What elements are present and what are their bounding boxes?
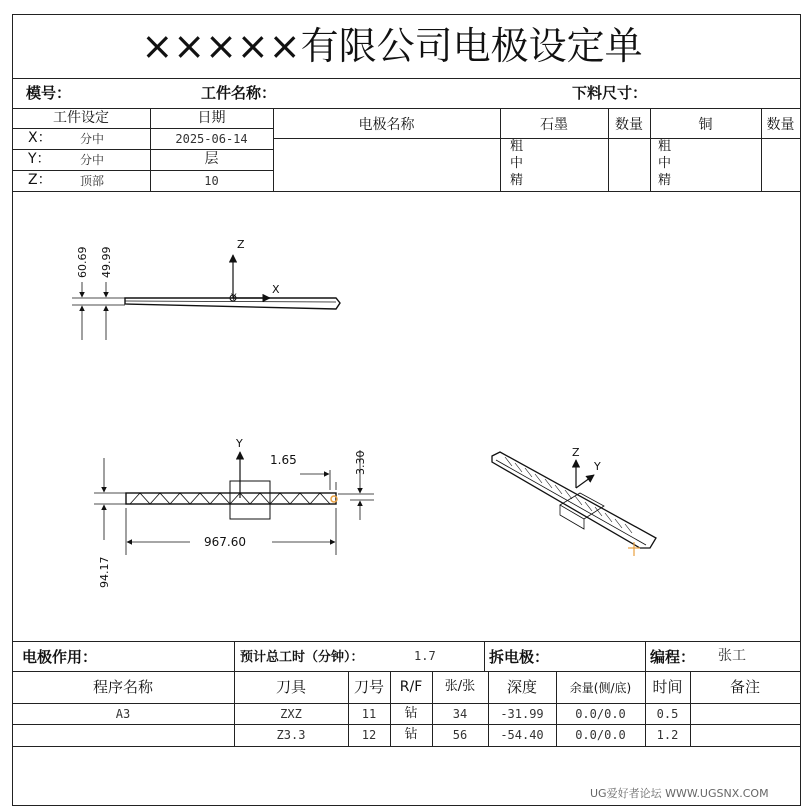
copper-rough: 粗 xyxy=(658,139,672,154)
rule xyxy=(273,138,800,139)
copper-fine: 精 xyxy=(658,173,672,188)
top-axis-z: Z xyxy=(237,238,245,251)
table-cell: 11 xyxy=(361,707,377,721)
dim-49-99: 49.99 xyxy=(100,246,113,278)
table-cell: 12 xyxy=(361,728,377,742)
dim-967-60: 967.60 xyxy=(204,535,246,549)
th-allowance: 余量(侧/底) xyxy=(569,681,632,695)
th-program-name: 程序名称 xyxy=(92,678,153,696)
th-depth: 深度 xyxy=(506,678,537,696)
table-cell: -54.40 xyxy=(500,728,544,742)
th-tool: 刀具 xyxy=(275,678,306,696)
x-label: X： xyxy=(28,130,52,146)
top-axis-y: Y xyxy=(231,293,237,303)
th-rf: R/F xyxy=(399,679,423,695)
est-time-value: 1.7 xyxy=(414,649,436,663)
rule xyxy=(484,641,485,671)
y-value: 分中 xyxy=(80,153,105,167)
setting-title: 工件设定 xyxy=(53,110,109,126)
usage-label: 电极作用： xyxy=(22,648,98,666)
rule xyxy=(12,671,800,672)
copper-label: 铜 xyxy=(698,117,713,133)
dim-3-30: 3.30 xyxy=(354,450,367,475)
table-cell: Z3.3 xyxy=(276,728,306,742)
graphite-rough: 粗 xyxy=(510,139,524,154)
table-cell: A3 xyxy=(115,707,131,721)
table-cell: ZXZ xyxy=(280,707,302,721)
graphite-medium: 中 xyxy=(510,156,524,171)
rule xyxy=(12,78,800,79)
qty2-label: 数量 xyxy=(766,117,795,133)
rule xyxy=(12,746,800,747)
est-time-label: 预计总工时（分钟）： xyxy=(240,650,364,665)
graphite-fine: 精 xyxy=(510,173,524,188)
part-name-label: 工件名称： xyxy=(201,84,277,102)
table-cell: 钻 xyxy=(404,706,418,721)
watermark: UG爱好者论坛 WWW.UGSNX.COM xyxy=(590,787,769,800)
x-value: 分中 xyxy=(80,132,105,146)
programmer-value: 张工 xyxy=(718,648,746,664)
date-value: 2025-06-14 xyxy=(175,132,248,146)
table-cell: 56 xyxy=(452,728,468,742)
dim-1-65: 1.65 xyxy=(270,453,297,467)
table-cell: 钻 xyxy=(404,727,418,742)
table-cell: 0.0/0.0 xyxy=(575,728,626,742)
copper-medium: 中 xyxy=(658,156,672,171)
sheet-title: ×××××有限公司电极设定单 xyxy=(141,24,643,68)
iso-axis-y: Y xyxy=(594,460,601,473)
graphite-label: 石墨 xyxy=(540,117,568,133)
y-label: Y： xyxy=(28,151,51,167)
stock-size-label: 下料尺寸： xyxy=(572,84,648,102)
mold-no-label: 模号： xyxy=(26,84,72,102)
th-sheets: 张/张 xyxy=(444,679,476,694)
table-cell: 0.5 xyxy=(656,707,679,721)
table-cell: 34 xyxy=(452,707,468,721)
dim-60-69: 60.69 xyxy=(76,246,89,278)
th-time: 时间 xyxy=(652,678,683,696)
removal-label: 拆电极： xyxy=(489,648,550,666)
iso-view xyxy=(492,452,656,556)
programmer-label: 编程： xyxy=(650,648,696,666)
qty-label: 数量 xyxy=(615,117,643,133)
table-cell: 0.0/0.0 xyxy=(575,707,626,721)
th-tool-no: 刀号 xyxy=(353,678,384,696)
layer-label: 层 xyxy=(204,151,219,167)
electrode-name-label: 电极名称 xyxy=(358,117,415,133)
iso-axis-z: Z xyxy=(572,446,580,459)
rule xyxy=(12,703,800,704)
front-axis-y: Y xyxy=(236,437,243,450)
rule xyxy=(12,724,800,725)
th-remarks: 备注 xyxy=(729,678,760,696)
z-value: 顶部 xyxy=(80,174,105,188)
date-label: 日期 xyxy=(197,110,226,126)
z-label: Z： xyxy=(28,172,52,188)
table-cell: -31.99 xyxy=(500,707,544,721)
dim-94-17: 94.17 xyxy=(98,556,111,588)
table-cell: 1.2 xyxy=(656,728,679,742)
top-axis-x: X xyxy=(272,283,280,296)
electrode-drawing xyxy=(0,191,804,641)
layer-value: 10 xyxy=(204,174,219,188)
rule xyxy=(12,641,800,642)
